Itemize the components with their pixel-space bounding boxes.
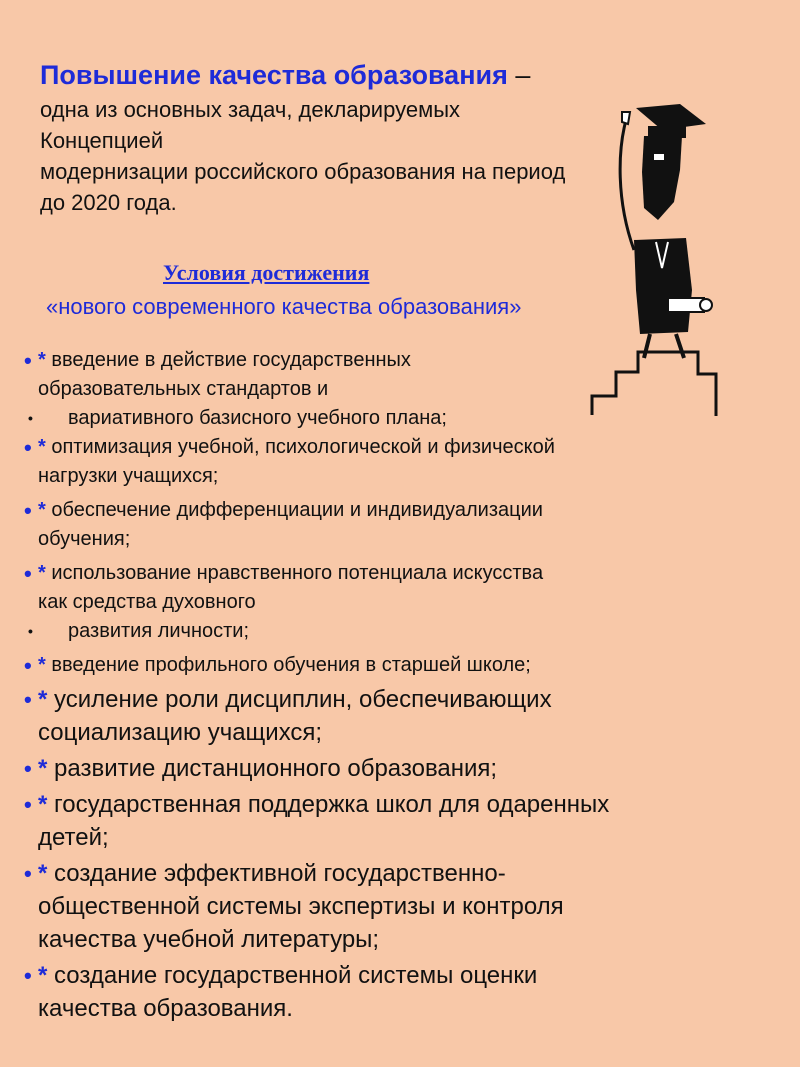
bullet: •	[24, 792, 32, 817]
item-text: развития личности;	[68, 620, 250, 642]
bullet: •	[24, 348, 32, 373]
bullet: •	[24, 756, 32, 781]
item-text: обеспечение дифференциации и индивидуализации обучения;	[38, 499, 543, 550]
list-item	[24, 959, 764, 1025]
star-marker: *	[38, 791, 48, 818]
item-text: усиление роли дисциплин, обеспечивающих социализацию учащихся;	[38, 686, 552, 746]
item-text: введение в действие государственных образовательных стандартов и	[38, 349, 411, 400]
bullet: •	[24, 561, 32, 586]
item-text: оптимизация учебной, психологической и физической нагрузки учащихся;	[38, 436, 555, 487]
bullet: •	[24, 687, 32, 712]
star-marker: *	[38, 499, 46, 521]
bullet: •	[28, 623, 33, 639]
star-marker: *	[38, 755, 48, 782]
star-marker: *	[38, 654, 46, 676]
bullet: •	[24, 435, 32, 460]
bullet: •	[24, 498, 32, 523]
bullet: •	[28, 410, 33, 426]
title-description: одна из основных задач, декларируемых Концепцией модернизации российского образования на период до 2020 года.	[40, 97, 566, 215]
list-item	[24, 404, 764, 433]
conditions-list	[24, 346, 764, 1025]
star-marker: *	[38, 962, 48, 989]
title-highlight: Повышение качества образования	[40, 60, 508, 90]
item-text: вариативного базисного учебного плана;	[68, 407, 447, 429]
list-item	[24, 559, 764, 617]
star-marker: *	[38, 686, 48, 713]
list-item	[24, 752, 764, 785]
item-text: создание государственной системы оценки качества образования.	[38, 962, 538, 1022]
bullet: •	[24, 963, 32, 988]
list-item	[24, 683, 764, 749]
list-item	[24, 346, 764, 404]
bullet: •	[24, 861, 32, 886]
conditions-heading: Условия достижения	[163, 260, 370, 285]
star-marker: *	[38, 562, 46, 584]
item-text: создание эффективной государственно- общественной системы экспертизы и контроля качества учебной литературы;	[38, 860, 564, 953]
list-item	[24, 651, 764, 680]
title-line	[40, 58, 760, 92]
list-item	[24, 433, 764, 491]
list-item	[24, 857, 764, 956]
list-item	[24, 788, 764, 854]
star-marker: *	[38, 349, 46, 371]
item-text: развитие дистанционного образования;	[47, 755, 498, 782]
item-text: введение профильного обучения в старшей школе;	[45, 654, 531, 676]
item-text: государственная поддержка школ для одаренных детей;	[38, 791, 610, 851]
title-dash: –	[507, 60, 531, 90]
bullet: •	[24, 653, 32, 678]
item-text: использование нравственного потенциала искусства как средства духовного	[38, 562, 544, 613]
list-item	[24, 496, 764, 554]
star-marker: *	[38, 860, 48, 887]
star-marker: *	[38, 436, 46, 458]
conditions-subheading: «нового современного качества образования»	[46, 294, 522, 319]
list-item	[24, 617, 764, 646]
